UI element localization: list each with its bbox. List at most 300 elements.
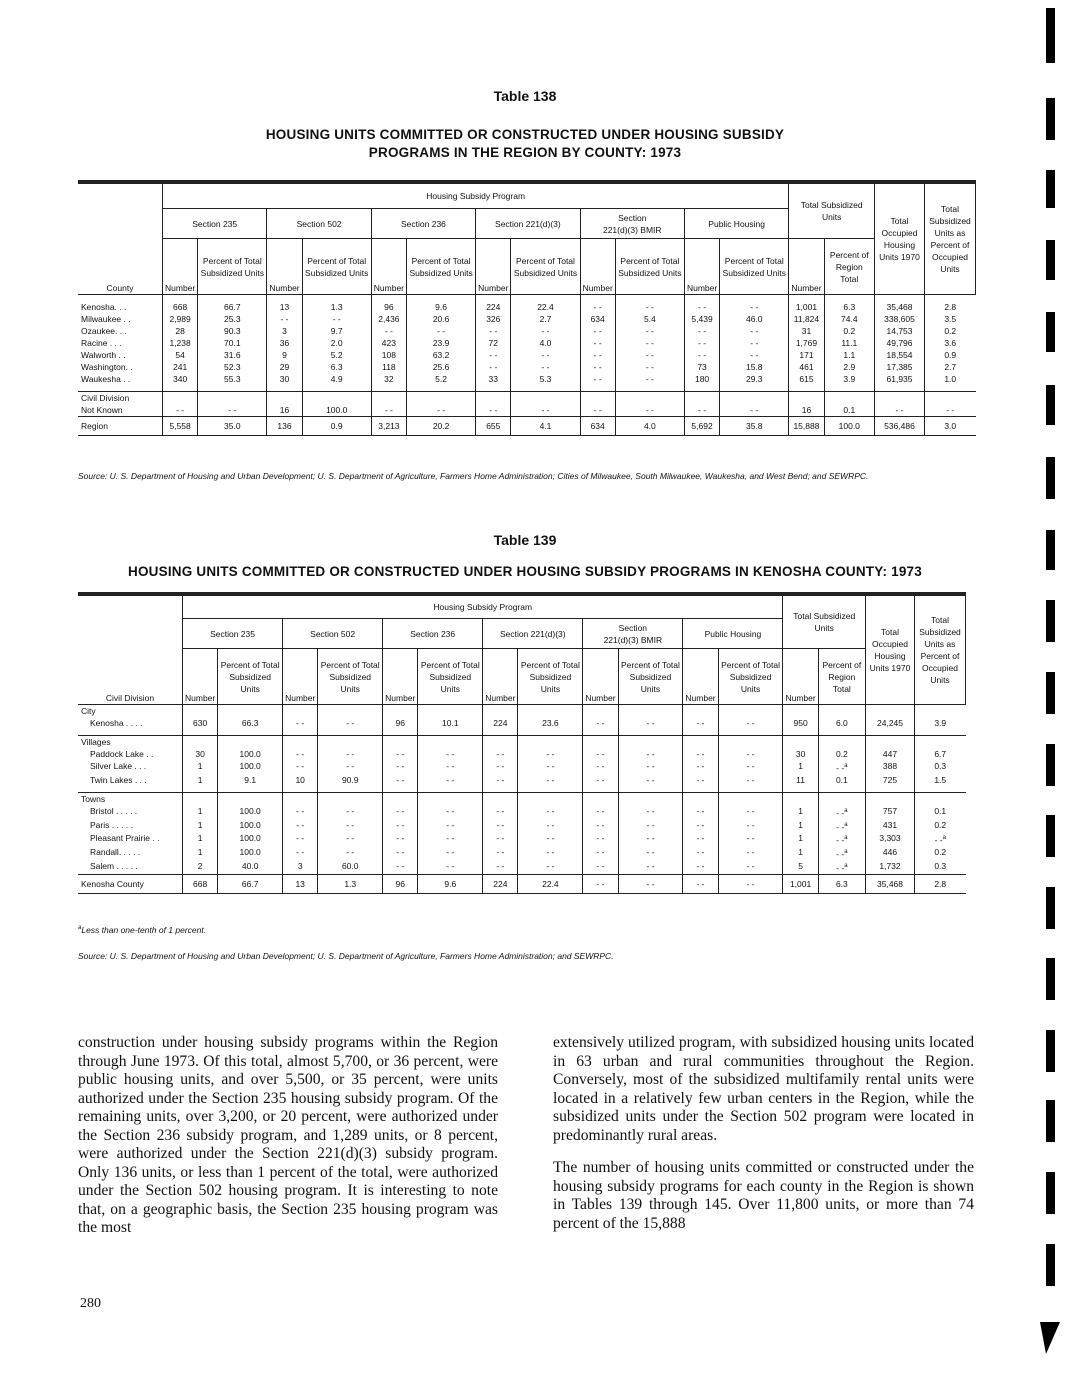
table-cell: 431	[866, 819, 915, 833]
group-header-row	[78, 392, 976, 405]
table-cell: 15,888	[789, 417, 824, 436]
bmir-header	[580, 209, 684, 239]
table-cell: - -	[518, 832, 583, 846]
table-cell: 100.0	[218, 832, 283, 846]
table-cell: 725	[866, 774, 915, 786]
table-cell: - -	[718, 760, 783, 774]
table-cell: - -	[718, 805, 783, 819]
table-cell: - -	[318, 717, 383, 729]
table-cell: - -	[283, 832, 318, 846]
table-cell: - -	[718, 748, 783, 760]
table-cell: - -	[618, 846, 683, 860]
table-cell: 536,486	[875, 417, 925, 436]
table-cell	[407, 392, 476, 405]
number-header: Number	[371, 239, 406, 295]
table-cell: 90.3	[198, 325, 267, 337]
table-cell: 24,245	[866, 717, 915, 729]
table-cell: 241	[163, 361, 198, 373]
table-cell: 10.1	[418, 717, 483, 729]
table-cell: 0.2	[824, 325, 874, 337]
table-cell	[580, 392, 615, 405]
table-cell: - -	[718, 860, 783, 874]
table-cell: 668	[163, 301, 198, 313]
row-label: Villages	[78, 736, 183, 749]
percent-header: Percent of Total Subsidized Units	[720, 239, 789, 295]
number-header: Number	[683, 649, 718, 705]
table-cell: - -	[318, 832, 383, 846]
table-cell: - -	[163, 404, 198, 417]
table-cell: 2	[183, 860, 218, 874]
table-cell: 1,001	[789, 301, 824, 313]
table138-source: Source: U. S. Department of Housing and Urban Development; U. S. Department of Agriculture, Farmers Home Administration; Cities of Milwaukee, South Milwaukee, Waukesha, and West Bend; and SEWRPC.	[78, 471, 869, 481]
table-cell	[718, 792, 783, 805]
table-cell: 447	[866, 748, 915, 760]
table-cell: 9.6	[418, 874, 483, 893]
table-cell	[483, 736, 518, 749]
margin-mark	[1046, 672, 1055, 714]
table-cell: - -	[683, 860, 718, 874]
table-cell	[818, 792, 865, 805]
county-total-row	[78, 874, 966, 893]
table-cell: - -	[518, 846, 583, 860]
table-cell: 14,753	[875, 325, 925, 337]
table-cell: 423	[371, 337, 406, 349]
number-header: Number	[580, 239, 615, 295]
table-cell	[318, 792, 383, 805]
table-cell: 35,468	[866, 874, 915, 893]
footnote-mark: a	[942, 835, 946, 842]
body-column-left	[78, 1034, 498, 1252]
table-cell: - -$^a$	[818, 819, 865, 833]
table-cell: 0.2	[915, 846, 966, 860]
table-cell: 2.9	[824, 361, 874, 373]
table-row	[78, 760, 966, 774]
table139	[78, 592, 966, 894]
margin-mark	[1046, 887, 1055, 929]
table-cell: - -	[511, 361, 580, 373]
table-cell: 3.5	[925, 313, 976, 325]
footnote-mark: a	[844, 835, 848, 842]
table-cell: - -	[583, 832, 618, 846]
total-subsidized-header: Total Subsidized Units	[783, 596, 866, 649]
table-cell	[583, 736, 618, 749]
margin-mark	[1046, 1100, 1055, 1142]
table-cell: - -	[383, 774, 418, 786]
table-row	[78, 404, 976, 417]
table-cell: 73	[684, 361, 719, 373]
table-cell: 1	[783, 819, 818, 833]
county-header: County	[78, 184, 163, 295]
table-row	[78, 301, 976, 313]
table-cell: 6.7	[915, 748, 966, 760]
number-header: Number	[583, 649, 618, 705]
table139-title: HOUSING UNITS COMMITTED OR CONSTRUCTED UNDER HOUSING SUBSIDY PROGRAMS IN KENOSHA COUNTY: 1973	[128, 564, 922, 579]
table-cell	[824, 392, 874, 405]
table-cell	[783, 792, 818, 805]
table-cell: 1	[183, 774, 218, 786]
group-header-row	[78, 792, 966, 805]
table-cell: 224	[483, 874, 518, 893]
table-cell: 655	[476, 417, 511, 436]
table-cell: 2.0	[302, 337, 371, 349]
footnote-mark: a	[844, 821, 848, 828]
total-occupied-header: Total Occupied Housing Units 1970	[875, 184, 925, 295]
table-cell: - -	[583, 717, 618, 729]
table-cell: - -	[618, 832, 683, 846]
table-row	[78, 748, 966, 760]
table-cell	[476, 392, 511, 405]
table-cell: 70.1	[198, 337, 267, 349]
table-cell: - -	[580, 404, 615, 417]
table-cell	[683, 705, 718, 718]
table-cell: - -	[618, 717, 683, 729]
bmir-header	[583, 619, 683, 649]
table-cell: 32	[371, 373, 406, 385]
table-cell: 5.3	[511, 373, 580, 385]
table-row	[78, 361, 976, 373]
table-cell: 6.3	[818, 874, 865, 893]
table139-number: Table 139	[493, 532, 557, 548]
table-row	[78, 325, 976, 337]
table-cell: - -	[683, 874, 718, 893]
table-cell: 55.3	[198, 373, 267, 385]
row-label: Civil Division	[78, 392, 163, 405]
footnote-mark: a	[844, 807, 848, 814]
table-cell	[818, 736, 865, 749]
percent-header: Percent of Total Subsidized Units	[518, 649, 583, 705]
table-cell	[818, 705, 865, 718]
table-cell: - -	[302, 313, 371, 325]
table-cell: - -	[407, 404, 476, 417]
table-cell: - -	[618, 874, 683, 893]
total-percent-header: Total Subsidized Units as Percent of Occupied Units	[915, 596, 966, 705]
table-cell: 171	[789, 349, 824, 361]
table-cell: 35.0	[198, 417, 267, 436]
footnote-mark: a	[844, 863, 848, 870]
table-cell: 61,935	[875, 373, 925, 385]
table-cell: - -	[583, 774, 618, 786]
table-cell: - -	[318, 846, 383, 860]
table-cell: 100.0	[218, 805, 283, 819]
table-cell: - -	[618, 760, 683, 774]
table-cell: - -	[518, 860, 583, 874]
table-row	[78, 373, 976, 385]
table138-number: Table 138	[493, 88, 557, 104]
margin-mark	[1046, 8, 1055, 63]
table138-body	[78, 295, 976, 436]
table-cell: - -	[511, 349, 580, 361]
table-cell	[875, 392, 925, 405]
margin-mark	[1046, 600, 1055, 642]
table-cell: - -	[418, 832, 483, 846]
row-label: Towns	[78, 792, 183, 805]
table-cell: 1	[183, 819, 218, 833]
table-cell: - -	[720, 404, 789, 417]
table-cell	[915, 792, 966, 805]
row-label: Region	[78, 417, 163, 436]
table-cell	[518, 736, 583, 749]
table-cell: - -	[283, 760, 318, 774]
table-cell: 6.3	[824, 301, 874, 313]
sec502-header: Section 502	[267, 209, 371, 239]
table-cell: 2,436	[371, 313, 406, 325]
group-header-row	[78, 705, 966, 718]
table-cell: - -	[483, 805, 518, 819]
table138-title-line1: HOUSING UNITS COMMITTED OR CONSTRUCTED UNDER HOUSING SUBSIDY	[265, 127, 785, 142]
table-cell: - -	[418, 819, 483, 833]
table-cell: - -	[383, 846, 418, 860]
table-cell: - -	[371, 325, 406, 337]
table-cell: 2.8	[925, 301, 976, 313]
table-cell: 100.0	[218, 760, 283, 774]
row-label: Paris . . . . .	[78, 819, 183, 833]
region-total-row	[78, 417, 976, 436]
table-cell: 1.0	[925, 373, 976, 385]
public-housing-header: Public Housing	[683, 619, 783, 649]
table-cell: 11	[783, 774, 818, 786]
table-cell: - -	[483, 846, 518, 860]
sec236-header: Section 236	[371, 209, 475, 239]
table-cell: - -	[383, 748, 418, 760]
table-cell	[371, 392, 406, 405]
percent-header: Percent of Total Subsidized Units	[418, 649, 483, 705]
sec236-header: Section 236	[383, 619, 483, 649]
number-header: Number	[483, 649, 518, 705]
table-cell: 17,385	[875, 361, 925, 373]
table-cell: 0.2	[925, 325, 976, 337]
table-cell: 31	[789, 325, 824, 337]
margin-mark	[1046, 958, 1055, 1000]
row-label: Twin Lakes . . .	[78, 774, 183, 786]
table-cell: - -	[718, 774, 783, 786]
table-cell: - -	[615, 337, 684, 349]
table-cell	[418, 736, 483, 749]
table-cell: 224	[476, 301, 511, 313]
percent-header: Percent of Total Subsidized Units	[218, 649, 283, 705]
table-cell: 72	[476, 337, 511, 349]
table-row	[78, 774, 966, 786]
table-cell: 100.0	[302, 404, 371, 417]
table-cell: - -$^a$	[818, 860, 865, 874]
public-housing-header: Public Housing	[684, 209, 788, 239]
table-cell: 1,238	[163, 337, 198, 349]
table-cell: 6.3	[302, 361, 371, 373]
table-cell	[267, 392, 302, 405]
table-cell: 25.6	[407, 361, 476, 373]
table-cell: - -	[283, 805, 318, 819]
footnote-mark: a	[844, 849, 848, 856]
table-cell: - -	[683, 748, 718, 760]
table-cell	[383, 705, 418, 718]
table-row	[78, 832, 966, 846]
table-cell: - -	[580, 373, 615, 385]
table-cell: 16	[789, 404, 824, 417]
table-cell: - -	[615, 349, 684, 361]
table-cell: 1	[183, 846, 218, 860]
table-cell	[866, 705, 915, 718]
row-label: Pleasant Prairie . .	[78, 832, 183, 846]
table-cell: 40.0	[218, 860, 283, 874]
table-cell: - -	[518, 805, 583, 819]
table-cell: - -	[580, 349, 615, 361]
table-cell: 3,303	[866, 832, 915, 846]
percent-header: Percent of Total Subsidized Units	[318, 649, 383, 705]
table-cell: - -	[618, 774, 683, 786]
table-cell: - -	[383, 832, 418, 846]
table-cell: - -	[267, 313, 302, 325]
table-cell: - -	[683, 832, 718, 846]
table-row	[78, 717, 966, 729]
table-cell	[483, 792, 518, 805]
table-cell: 5,439	[684, 313, 719, 325]
table-cell	[483, 705, 518, 718]
table-cell: 634	[580, 417, 615, 436]
table-cell	[318, 705, 383, 718]
table-cell: - -	[383, 760, 418, 774]
table-cell: 1,001	[783, 874, 818, 893]
table-cell: 0.3	[915, 760, 966, 774]
table139-grid	[78, 595, 966, 894]
table-cell	[866, 792, 915, 805]
table-cell: 3.9	[915, 717, 966, 729]
table-cell: 15.8	[720, 361, 789, 373]
table-cell	[218, 705, 283, 718]
number-header: Number	[476, 239, 511, 295]
table-cell: - -	[684, 404, 719, 417]
sec235-header: Section 235	[163, 209, 267, 239]
table-cell: - -	[318, 760, 383, 774]
table-cell: - -	[418, 748, 483, 760]
table-cell: - -	[684, 325, 719, 337]
table-cell: 2.8	[915, 874, 966, 893]
number-header: Number	[684, 239, 719, 295]
table-row	[78, 805, 966, 819]
program-header: Housing Subsidy Program	[163, 184, 789, 209]
table-cell: 5.2	[302, 349, 371, 361]
percent-header: Percent of Total Subsidized Units	[718, 649, 783, 705]
table-cell: 100.0	[218, 846, 283, 860]
table-cell: - -	[615, 404, 684, 417]
table-cell: 5	[783, 860, 818, 874]
table-cell: 3,213	[371, 417, 406, 436]
table-cell: - -	[383, 860, 418, 874]
table-cell: 1	[183, 805, 218, 819]
number-header: Number	[783, 649, 818, 705]
table-cell: 4.1	[511, 417, 580, 436]
table-cell: - -	[618, 748, 683, 760]
table-cell: - -	[483, 774, 518, 786]
table-cell: 35,468	[875, 301, 925, 313]
group-header-row	[78, 736, 966, 749]
sec221-header: Section 221(d)(3)	[476, 209, 580, 239]
sec221-header: Section 221(d)(3)	[483, 619, 583, 649]
table-cell	[583, 705, 618, 718]
table-cell: 615	[789, 373, 824, 385]
bmir-header-line2: 221(d)(3) BMIR	[602, 224, 662, 235]
table139-source: Source: U. S. Department of Housing and Urban Development; U. S. Department of Agriculture, Farmers Home Administration; and SEWRPC.	[78, 951, 614, 961]
table-cell: 0.1	[915, 805, 966, 819]
table-row	[78, 313, 976, 325]
table-cell: 1.3	[302, 301, 371, 313]
table-cell: 66.3	[218, 717, 283, 729]
table-cell: 23.9	[407, 337, 476, 349]
table-cell: - -	[318, 748, 383, 760]
table-cell: 4.0	[511, 337, 580, 349]
table-cell: - -	[718, 846, 783, 860]
table-cell: - -	[283, 748, 318, 760]
table-cell: 35.8	[720, 417, 789, 436]
table-cell: - -	[720, 349, 789, 361]
table-cell: - -	[476, 349, 511, 361]
margin-mark	[1046, 385, 1055, 425]
table-cell: - -	[476, 404, 511, 417]
table-cell: 3.9	[824, 373, 874, 385]
table-cell: 90.9	[318, 774, 383, 786]
table-cell: 224	[483, 717, 518, 729]
table-cell	[783, 736, 818, 749]
table-cell: 28	[163, 325, 198, 337]
table-cell: - -	[583, 860, 618, 874]
table-cell: 2.7	[511, 313, 580, 325]
table-cell: 1	[783, 832, 818, 846]
table-cell: - -$^a$	[818, 846, 865, 860]
program-header: Housing Subsidy Program	[183, 596, 783, 619]
table-cell: - -	[283, 819, 318, 833]
table-cell: - -	[615, 373, 684, 385]
table-cell: 30	[183, 748, 218, 760]
table-cell	[866, 736, 915, 749]
table-cell: 446	[866, 846, 915, 860]
table-cell: 388	[866, 760, 915, 774]
table-cell: - -	[583, 760, 618, 774]
table-cell: - -	[383, 819, 418, 833]
table-cell: 0.1	[824, 404, 874, 417]
table-cell: 5,692	[684, 417, 719, 436]
table-cell: 1	[783, 805, 818, 819]
table-cell	[518, 705, 583, 718]
table-cell	[511, 392, 580, 405]
table-cell: - -	[683, 846, 718, 860]
table-cell: 25.3	[198, 313, 267, 325]
percent-header: Percent of Total Subsidized Units	[618, 649, 683, 705]
percent-header: Percent of Total Subsidized Units	[511, 239, 580, 295]
table-cell: 1	[783, 760, 818, 774]
table-cell: - -	[580, 301, 615, 313]
table-cell: - -	[683, 774, 718, 786]
table-cell	[683, 736, 718, 749]
table-cell: - -	[683, 819, 718, 833]
table-cell: 46.0	[720, 313, 789, 325]
table-cell	[518, 792, 583, 805]
table-cell: 1	[783, 846, 818, 860]
table-cell	[383, 736, 418, 749]
table-cell	[718, 736, 783, 749]
table-cell: - -	[483, 819, 518, 833]
corner-mark-icon	[1038, 1320, 1062, 1356]
table-cell: 29.3	[720, 373, 789, 385]
table-cell	[218, 792, 283, 805]
body-paragraph: The number of housing units committed or constructed under the housing subsidy programs for each county in the Region is shown in Tables 139 through 145. Over 11,800 units, or more than 74 percent of the 15,888	[553, 1159, 974, 1232]
table-cell	[383, 792, 418, 805]
table-cell: 49,796	[875, 337, 925, 349]
table-cell: 3	[267, 325, 302, 337]
table-cell: - -	[418, 760, 483, 774]
row-label: Walworth . .	[78, 349, 163, 361]
table-cell	[618, 792, 683, 805]
table-cell: - -	[618, 819, 683, 833]
table-cell: 9.1	[218, 774, 283, 786]
table-cell: 30	[267, 373, 302, 385]
